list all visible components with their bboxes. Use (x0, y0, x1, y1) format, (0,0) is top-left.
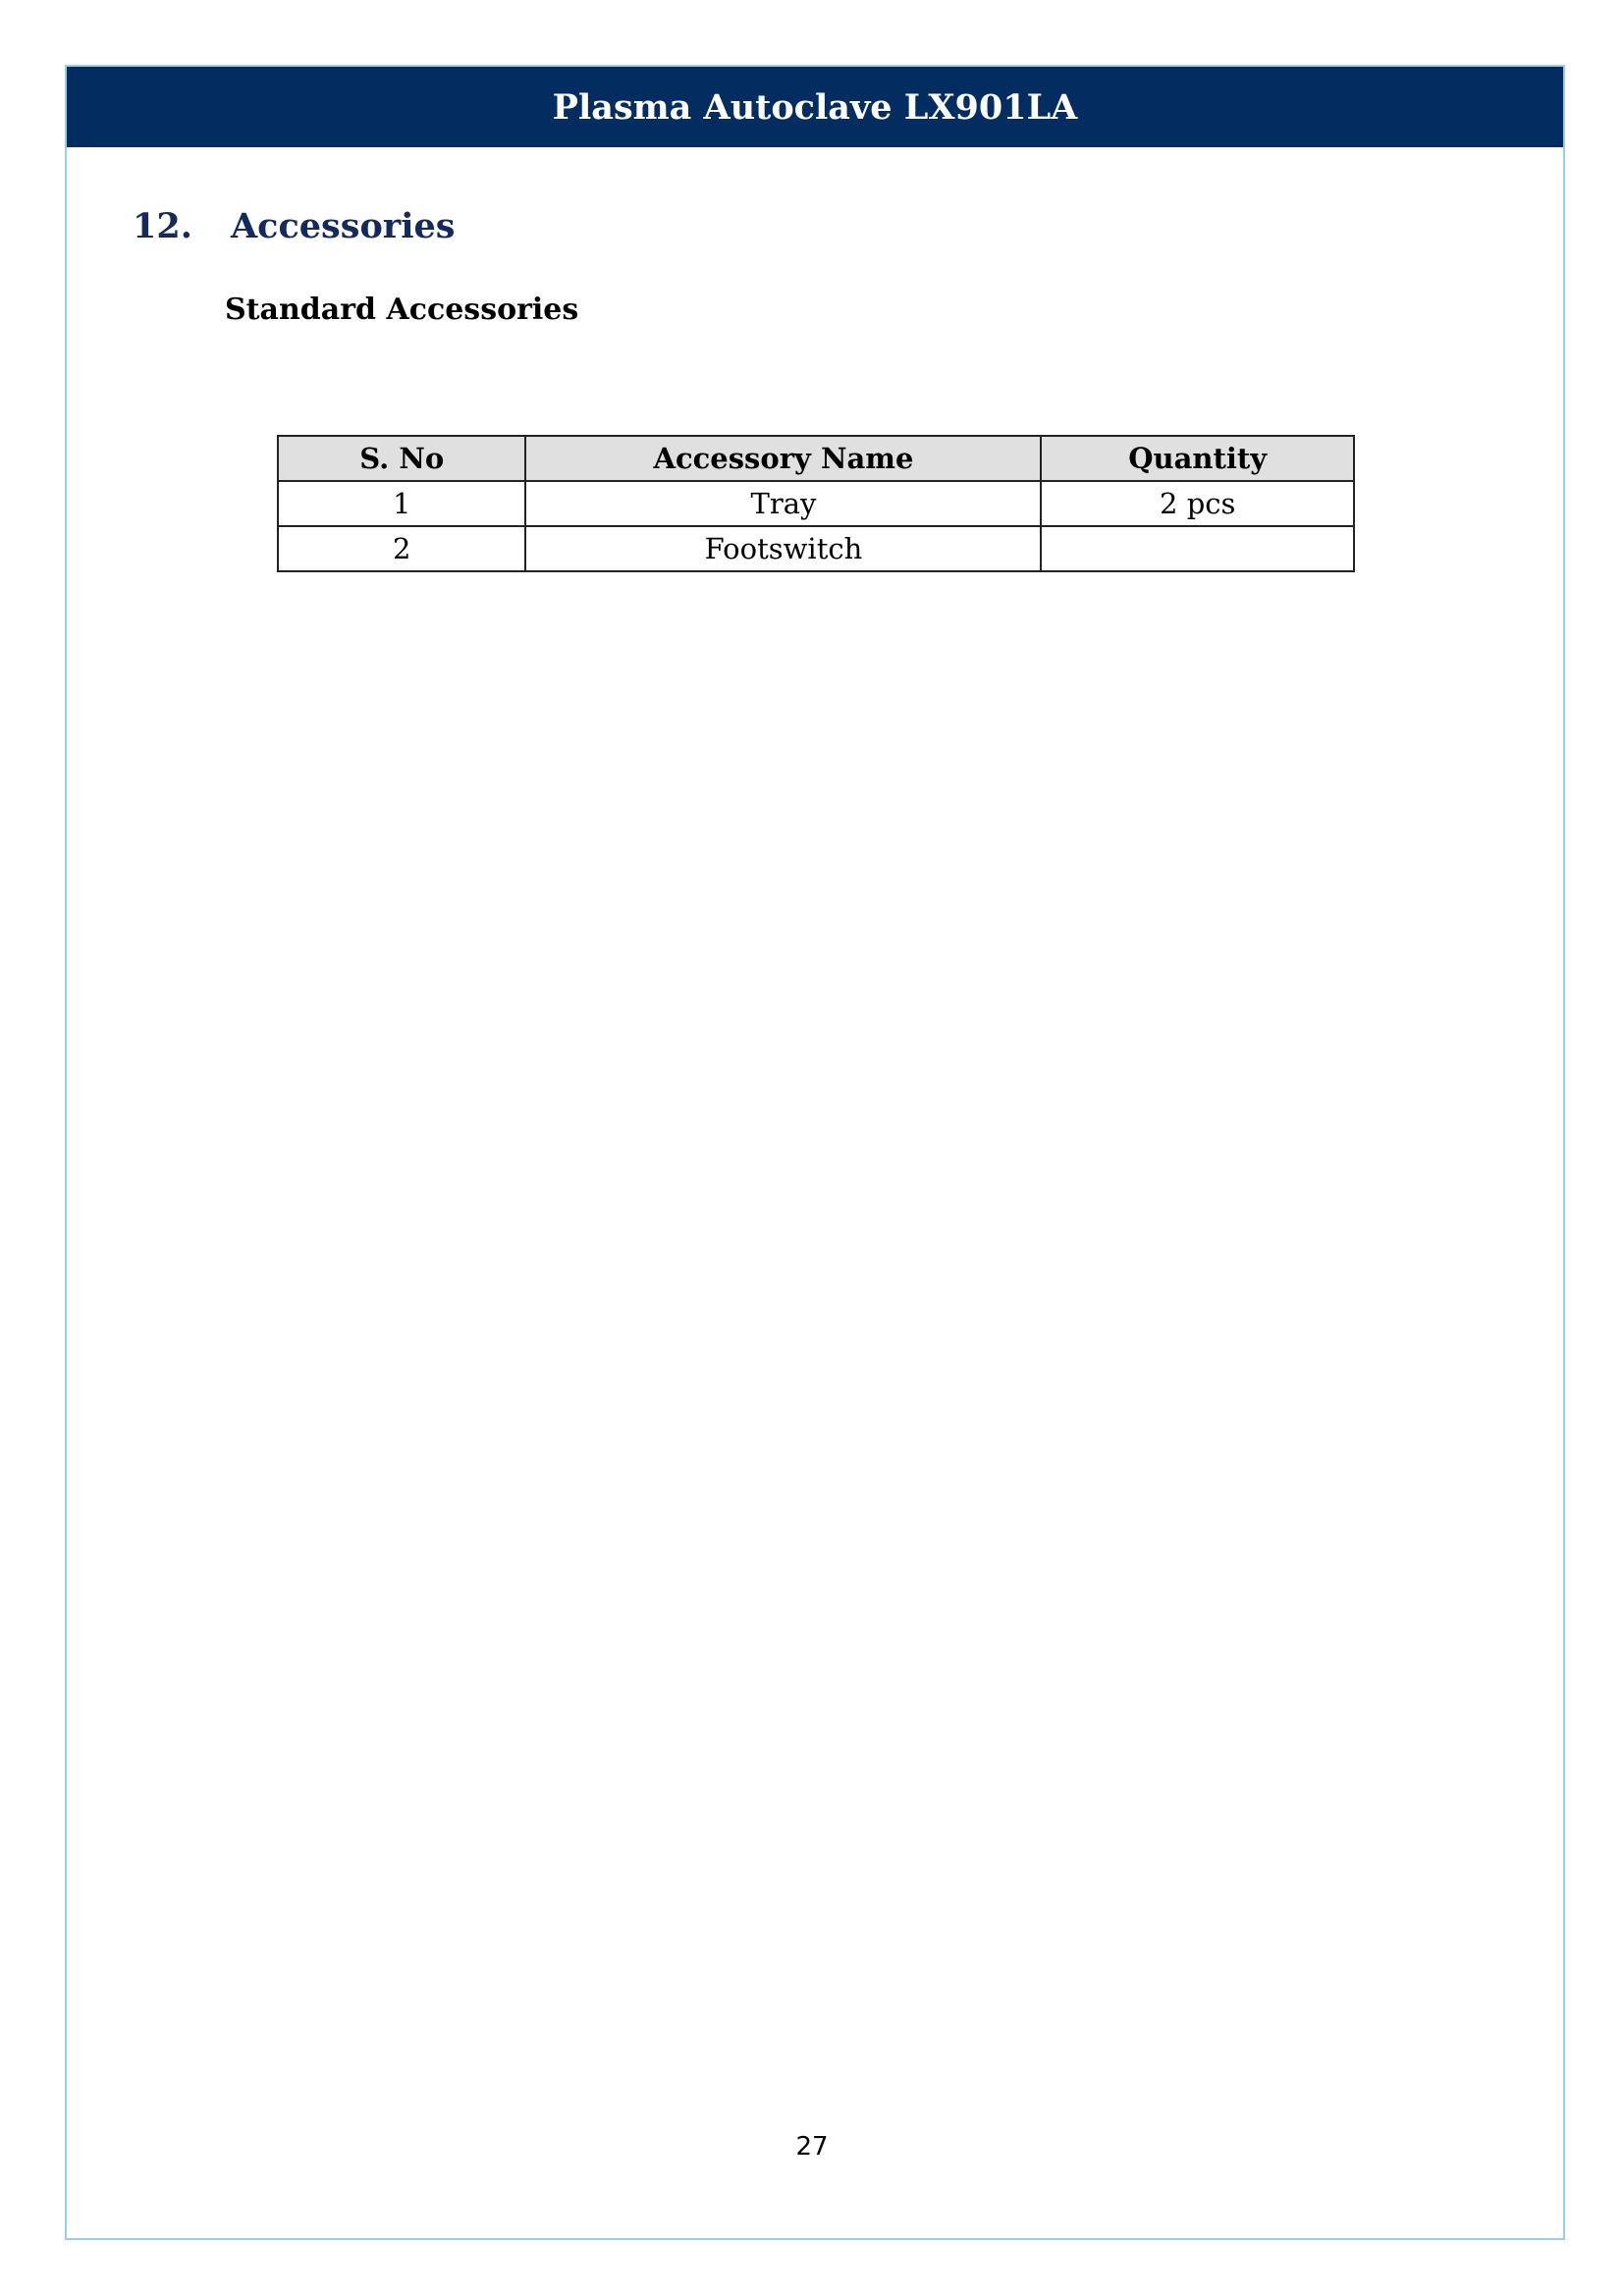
cell-quantity (1041, 526, 1354, 571)
cell-sno: 1 (278, 481, 525, 526)
document-title: Plasma Autoclave LX901LA (552, 86, 1078, 128)
page-frame (65, 65, 1565, 2240)
table-row (278, 526, 1354, 571)
page-header (67, 67, 1563, 147)
column-header-quantity: Quantity (1041, 436, 1354, 481)
section-title: Accessories (231, 206, 456, 246)
column-header-sno: S. No (278, 436, 525, 481)
section-number: 12. (133, 206, 192, 246)
cell-quantity: 2 pcs (1041, 481, 1354, 526)
table-header-row (278, 436, 1354, 481)
cell-sno: 2 (278, 526, 525, 571)
subsection-heading: Standard Accessories (225, 293, 579, 327)
cell-accessory-name: Tray (525, 481, 1041, 526)
page-number: 27 (795, 2132, 829, 2162)
column-header-accessory-name: Accessory Name (525, 436, 1041, 481)
accessories-table (277, 435, 1355, 572)
cell-accessory-name: Footswitch (525, 526, 1041, 571)
section-heading (133, 206, 456, 246)
table-row (278, 481, 1354, 526)
